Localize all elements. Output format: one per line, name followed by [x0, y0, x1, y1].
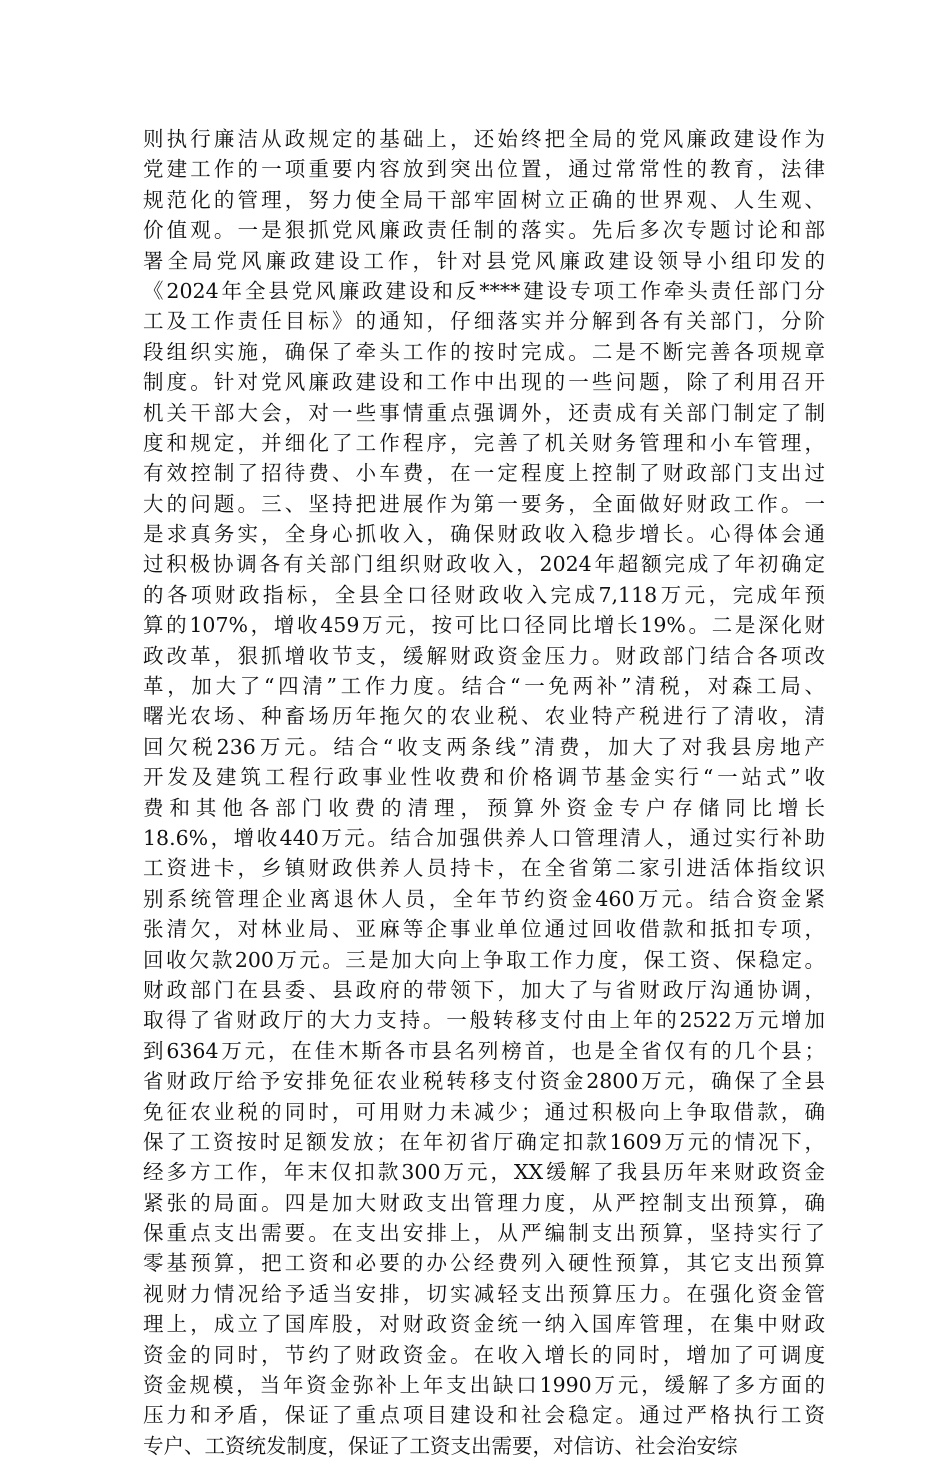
text-line: 资金规模，当年资金弥补上年支出缺口1990万元，缓解了多方面的 [143, 1373, 825, 1398]
text-line: 则执行廉洁从政规定的基础上，还始终把全局的党风廉政建设作为 [143, 127, 825, 151]
text-line: 保重点支出需要。在支出安排上，从严编制支出预算，坚持实行了 [143, 1221, 825, 1246]
text-line: 到6364万元，在佳木斯各市县名列榜首，也是全省仅有的几个县； [143, 1038, 825, 1063]
text-line: 曙光农场、种畜场历年拖欠的农业税、农业特产税进行了清收，清 [143, 704, 825, 729]
text-line: 压力和矛盾，保证了重点项目建设和社会稳定。通过严格执行工资 [143, 1403, 825, 1428]
text-line: 《2024年全县党风廉政建设和反****建设专项工作牵头责任部门分 [143, 278, 825, 303]
text-line: 制度。针对党风廉政建设和工作中出现的一些问题，除了利用召开 [143, 370, 825, 395]
text-line: 工资进卡，乡镇财政供养人员持卡，在全省第二家引进活体指纹识 [143, 856, 825, 881]
text-line: 取得了省财政厅的大力支持。一般转移支付由上年的2522万元增加 [143, 1008, 825, 1033]
text-line: 度和规定，并细化了工作程序，完善了机关财务管理和小车管理， [143, 430, 825, 455]
text-line: 视财力情况给予适当安排，切实减轻支出预算压力。在强化资金管 [143, 1281, 825, 1306]
text-line: 别系统管理企业离退休人员，全年节约资金460万元。结合资金紧 [143, 886, 825, 911]
text-line: 规范化的管理，努力使全局干部牢固树立正确的世界观、人生观、 [143, 187, 825, 212]
text-line: 18.6%，增收440万元。结合加强供养人口管理清人，通过实行补助 [143, 825, 825, 850]
text-line: 开发及建筑工程行政事业性收费和价格调节基金实行“一站式”收 [143, 765, 825, 790]
text-line: 零基预算，把工资和必要的办公经费列入硬性预算，其它支出预算 [143, 1251, 825, 1276]
text-line: 署全局党风廉政建设工作，针对县党风廉政建设领导小组印发的 [143, 248, 825, 273]
body-text [143, 124, 825, 1461]
text-line: 资金的同时，节约了财政资金。在收入增长的同时，增加了可调度 [143, 1342, 825, 1367]
text-line: 经多方工作，年末仅扣款300万元，XX缓解了我县历年来财政资金 [143, 1160, 825, 1185]
text-line: 机关干部大会，对一些事情重点强调外，还责成有关部门制定了制 [143, 400, 825, 425]
text-line: 保了工资按时足额发放；在年初省厅确定扣款1609万元的情况下， [143, 1129, 825, 1154]
text-line: 有效控制了招待费、小车费，在一定程度上控制了财政部门支出过 [143, 461, 825, 486]
text-line: 是求真务实，全身心抓收入，确保财政收入稳步增长。心得体会通 [143, 522, 825, 547]
text-line: 政改革，狠抓增收节支，缓解财政资金压力。财政部门结合各项改 [143, 643, 825, 668]
text-line: 财政部门在县委、县政府的带领下，加大了与省财政厅沟通协调， [143, 977, 825, 1002]
text-line: 革，加大了“四清”工作力度。结合“一免两补”清税，对森工局、 [143, 674, 825, 699]
text-line: 费和其他各部门收费的清理，预算外资金专户存储同比增长 [143, 795, 825, 820]
text-line: 段组织实施，确保了牵头工作的按时完成。二是不断完善各项规章 [143, 339, 825, 364]
text-line: 回收欠款200万元。三是加大向上争取工作力度，保工资、保稳定。 [143, 947, 825, 972]
text-line: 的各项财政指标，全县全口径财政收入完成7,118万元，完成年预 [143, 582, 825, 607]
text-line: 回欠税236万元。结合“收支两条线”清费，加大了对我县房地产 [143, 734, 825, 759]
text-line: 免征农业税的同时，可用财力未减少；通过积极向上争取借款，确 [143, 1099, 825, 1124]
text-line: 紧张的局面。四是加大财政支出管理力度，从严控制支出预算，确 [143, 1190, 825, 1215]
text-line: 工及工作责任目标》的通知，仔细落实并分解到各有关部门，分阶 [143, 309, 825, 334]
text-line: 党建工作的一项重要内容放到突出位置，通过常常性的教育，法律 [143, 157, 825, 182]
text-line: 算的107%，增收459万元，按可比口径同比增长19%。二是深化财 [143, 613, 825, 638]
text-line: 专户、工资统发制度，保证了工资支出需要，对信访、社会治安综 [143, 1433, 738, 1458]
text-line: 理上，成立了国库股，对财政资金统一纳入国库管理，在集中财政 [143, 1312, 825, 1337]
text-line: 张清欠，对林业局、亚麻等企事业单位通过回收借款和抵扣专项， [143, 917, 825, 942]
text-line: 价值观。一是狠抓党风廉政责任制的落实。先后多次专题讨论和部 [143, 218, 825, 243]
text-line: 省财政厅给予安排免征农业税转移支付资金2800万元，确保了全县 [143, 1069, 825, 1094]
text-line: 过积极协调各有关部门组织财政收入，2024年超额完成了年初确定 [143, 552, 825, 577]
text-line: 大的问题。三、坚持把进展作为第一要务，全面做好财政工作。一 [143, 491, 825, 516]
